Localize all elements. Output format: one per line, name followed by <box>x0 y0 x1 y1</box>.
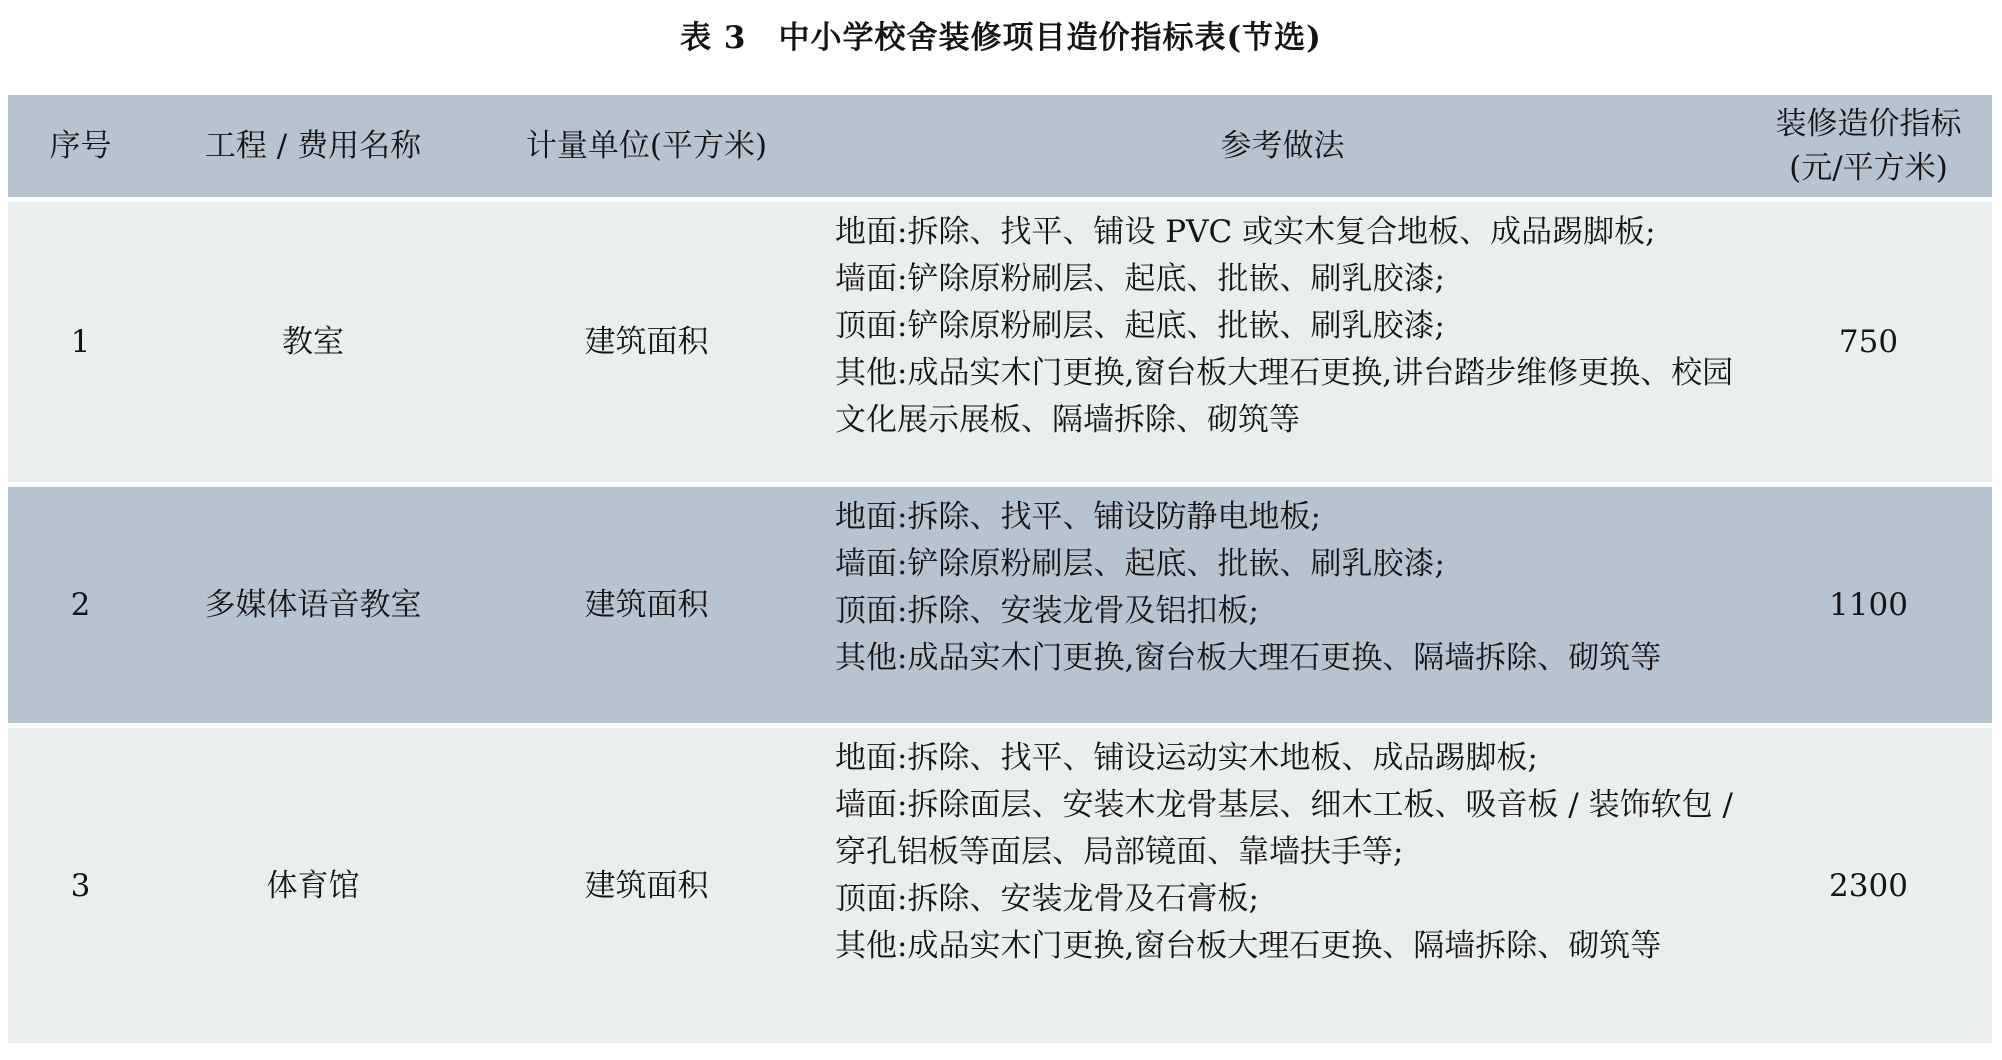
row1-seq: 1 <box>70 324 91 360</box>
practice-line: 其他:成品实木门更换,窗台板大理石更换,讲台踏步维修更换、校园文化展示展板、隔墙拆除、砌筑等 <box>835 355 1734 438</box>
header-cost-index <box>1745 95 1992 197</box>
row1-cost-index: 750 <box>1838 324 1899 360</box>
practice-line: 地面:拆除、找平、铺设运动实木地板、成品踢脚板; <box>835 740 1538 776</box>
row1-name: 教室 <box>282 324 344 360</box>
row1-practice <box>820 202 1745 482</box>
practice-line: 其他:成品实木门更换,窗台板大理石更换、隔墙拆除、砌筑等 <box>835 928 1662 964</box>
row3-seq: 3 <box>70 867 91 904</box>
practice-line: 其他:成品实木门更换,窗台板大理石更换、隔墙拆除、砌筑等 <box>835 640 1662 676</box>
row3-unit: 建筑面积 <box>584 867 709 904</box>
header-unit: 计量单位(平方米) <box>525 128 768 164</box>
header-seq: 序号 <box>49 128 112 164</box>
practice-line: 顶面:铲除原粉刷层、起底、批嵌、刷乳胶漆; <box>835 308 1445 344</box>
row3-practice <box>820 728 1745 1043</box>
cost-index-table <box>8 95 1992 1048</box>
header-cost-index-stack <box>1776 102 1962 190</box>
table-header-row <box>8 95 1992 197</box>
row2-seq: 2 <box>70 587 91 623</box>
header-cost-index-line2: (元/平方米) <box>1789 150 1948 186</box>
row3-cost-index: 2300 <box>1829 867 1908 904</box>
header-practice: 参考做法 <box>1220 128 1345 164</box>
practice-line: 地面:拆除、找平、铺设 PVC 或实木复合地板、成品踢脚板; <box>835 214 1656 250</box>
row1-unit: 建筑面积 <box>584 324 709 360</box>
table-row <box>8 728 1992 1043</box>
table-row <box>8 202 1992 482</box>
row2-practice <box>820 487 1745 723</box>
row2-name: 多媒体语音教室 <box>204 587 422 623</box>
table-title: 表 3 中小学校舍装修项目造价指标表(节选) <box>680 20 1322 56</box>
row2-cost-index: 1100 <box>1829 587 1908 623</box>
practice-line: 顶面:拆除、安装龙骨及石膏板; <box>835 881 1259 917</box>
row2-unit: 建筑面积 <box>584 587 709 623</box>
header-name: 工程 / 费用名称 <box>204 128 422 164</box>
header-cost-index-line1: 装修造价指标 <box>1775 106 1962 142</box>
row3-name: 体育馆 <box>266 867 360 904</box>
practice-line: 墙面:铲除原粉刷层、起底、批嵌、刷乳胶漆; <box>835 546 1445 582</box>
practice-line: 墙面:铲除原粉刷层、起底、批嵌、刷乳胶漆; <box>835 261 1445 297</box>
table-row <box>8 487 1992 723</box>
practice-line: 顶面:拆除、安装龙骨及铝扣板; <box>835 593 1259 629</box>
practice-line: 墙面:拆除面层、安装木龙骨基层、细木工板、吸音板 / 装饰软包 / 穿孔铝板等面层、局部镜面、靠墙扶手等; <box>835 787 1733 870</box>
practice-line: 地面:拆除、找平、铺设防静电地板; <box>835 499 1321 535</box>
